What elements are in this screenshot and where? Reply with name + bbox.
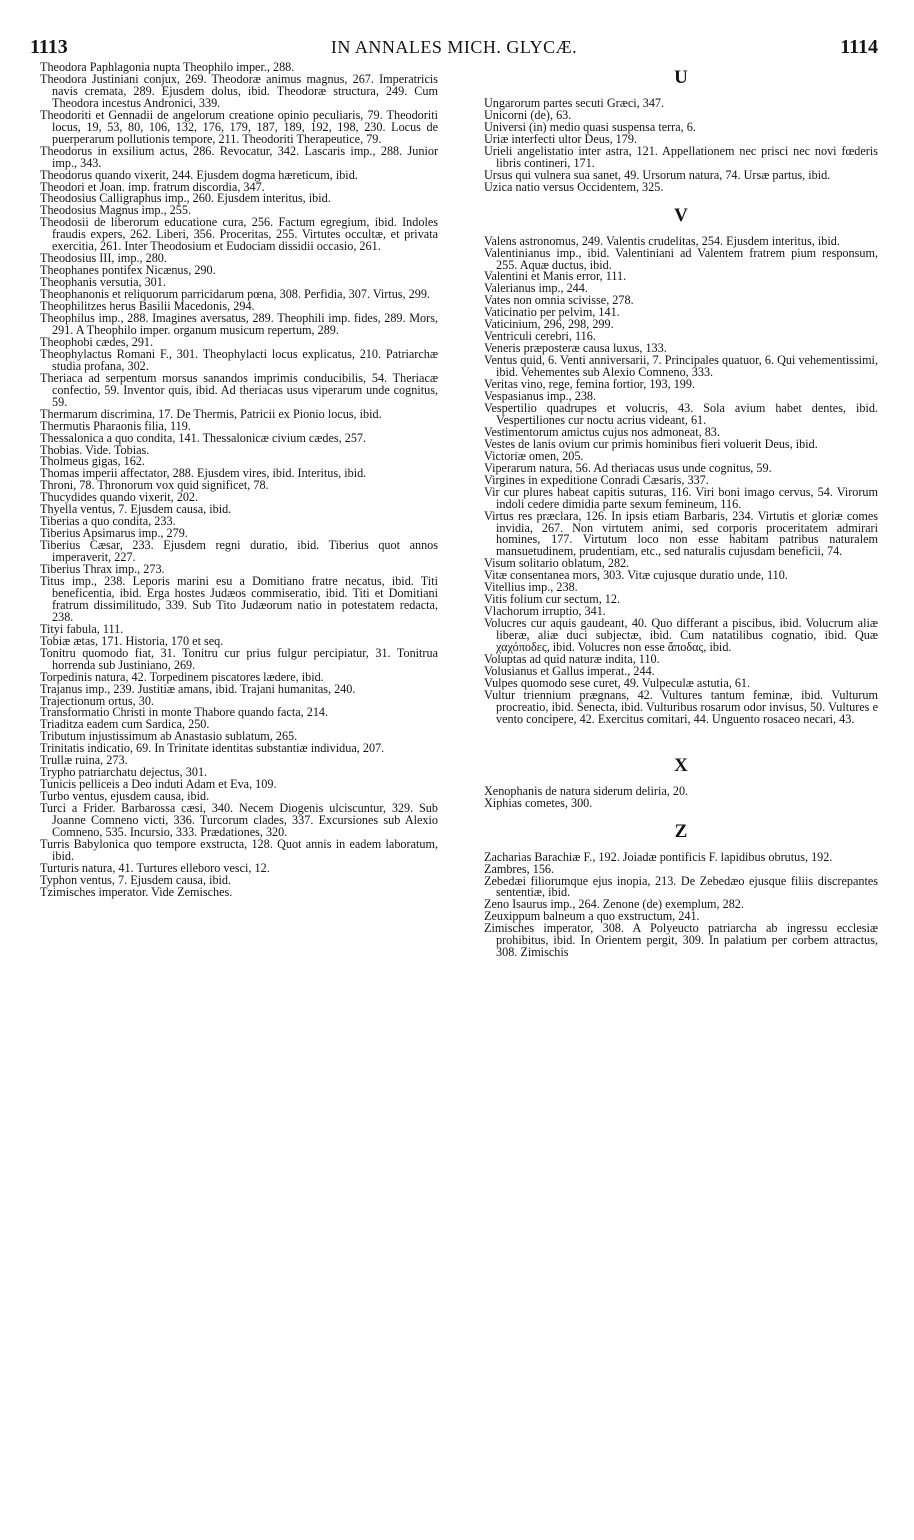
section-u-entries — [484, 98, 878, 194]
index-entry: Throni, 78. Thronorum vox quid significet, 78. — [40, 478, 269, 493]
index-entry: Trullæ ruina, 273. — [40, 753, 128, 768]
index-entry: Tiberias a quo condita, 233. — [40, 514, 176, 529]
index-entry: Theodosius Magnus imp., 255. — [40, 203, 191, 218]
section-letter-u: U — [674, 67, 688, 88]
index-entry: Virtus res præclara, 126. In ipsis etiam Barbaris, 234. Virtutis et gloriæ comes invidia, 267. Non virtutem animi, sed corporis proceritatem admirari homines, 177. Virtutum loco non esse habitam patribus naturalem mansuetudinem, prudentiam, etc., sed naturalis cujusdam beneficii, 74. — [484, 508, 878, 559]
index-entry: Theophilus imp., 288. Imagines aversatus, 289. Theophili imp. fides, 289. Mors, 291. A Theophilo imper. organum musicum repertum, 289. — [40, 311, 438, 337]
index-entry: Thermutis Pharaonis filia, 119. — [40, 418, 191, 433]
index-entry: Urieli angelistatio inter astra, 121. Appellationem nec prisci nec novi fœderis libris contineri, 171. — [484, 143, 878, 170]
index-entry: Tunicis pelliceis a Deo induti Adam et Eva, 109. — [40, 777, 277, 792]
page-number-left: 1113 — [30, 36, 68, 58]
index-entry: Theodora Justiniani conjux, 269. Theodoræ animus magnus, 267. Imperatricis navis cremata, 289. Ejusdem dolus, ibid. Theodoræ structura, 249. Cum Theodora incestus Andronici, 339. — [40, 71, 438, 110]
section-v-entries — [484, 233, 878, 726]
index-entry: Volucres cur aquis gaudeant, 40. Quo differant a piscibus, ibid. Volucrum aliæ liberæ, aliæ duci subjectæ, ibid. Cum natatilibus cognatio, ibid. Quæ χαχόποδες, ibid. Volucres non esse ἄποδας, ibid. — [484, 616, 878, 655]
left-column — [40, 62, 438, 899]
index-entry: Tzimisches imperator. Vide Zemisches. — [40, 884, 233, 899]
index-entry: Zeuxippum balneum a quo exstructum, 241. — [484, 909, 700, 924]
index-entry: Torpedinis natura, 42. Torpedinem piscatores lædere, ibid. — [40, 669, 324, 684]
index-entry: Theophilitzes herus Basilii Macedonis, 294. — [40, 299, 255, 314]
index-entry: Theodosius Calligraphus imp., 260. Ejusdem interitus, ibid. — [40, 191, 331, 206]
index-entry: Viperarum natura, 56. Ad theriacas usus unde cognitus, 59. — [484, 460, 772, 475]
index-entry: Theophylactus Romani F., 301. Theophylacti locus explicatus, 210. Patriarchæ studia profana, 302. — [40, 346, 438, 373]
index-entry: Tiberius Cæsar, 233. Ejusdem regni duratio, ibid. Tiberius quot annos imperaverit, 227. — [40, 538, 438, 565]
index-entry: Valerianus imp., 244. — [484, 281, 588, 296]
index-entry: Virgines in expeditione Conradi Cæsaris, 337. — [484, 472, 709, 487]
index-entry: Trypho patriarchatu dejectus, 301. — [40, 765, 208, 780]
index-entry: Valens astronomus, 249. Valentis crudelitas, 254. Ejusdem interitus, ibid. — [484, 233, 840, 248]
section-letter-x: X — [674, 754, 688, 776]
index-entry: Transformatio Christi in monte Thabore quando facta, 214. — [40, 705, 329, 720]
index-entry: Theodosii de liberorum educatione cura, 256. Factum egregium, ibid. Indoles fraudis expers, 262. Liberi, 356. Proceritas, 255. Virtutes occultæ, et privata exercitia, 261. Inter Theodosium et Eudociam dissidii occasio, 261. — [40, 215, 438, 254]
index-entry: Zambres, 156. — [484, 861, 555, 876]
index-entry: Valentinianus imp., ibid. Valentiniani ad Valentem fratrem pium responsum, 255. Aquæ ductus, ibid. — [484, 245, 878, 272]
index-entry: Vestimentorum amictus cujus nos admoneat, 83. — [484, 424, 720, 439]
page-number-right: 1114 — [840, 36, 878, 58]
index-entry: Thermarum discrimina, 17. De Thermis, Patricii ex Pionio locus, ibid. — [40, 406, 382, 421]
index-entry: Theodorus in exsilium actus, 286. Revocatur, 342. Lascaris imp., 288. Junior imp., 343. — [40, 143, 438, 170]
index-entry: Thucydides quando vixerit, 202. — [40, 490, 199, 505]
index-entry: Theophanis versutia, 301. — [40, 275, 166, 290]
index-entry: Volusianus et Gallus imperat., 244. — [484, 663, 655, 678]
index-entry: Trajectionum ortus, 30. — [40, 693, 154, 708]
index-entry: Vitis folium cur sectum, 12. — [484, 592, 621, 607]
index-entry: Theodosius III, imp., 280. — [40, 251, 167, 266]
index-entry: Theodori et Joan. imp. fratrum discordia, 347. — [40, 179, 265, 194]
index-entry: Veritas vino, rege, femina fortior, 193, 199. — [484, 377, 696, 392]
index-entry: Unicorni (de), 63. — [484, 107, 572, 122]
index-entry: Turbo ventus, ejusdem causa, ibid. — [40, 789, 210, 804]
index-entry: Veneris præposteræ causa luxus, 133. — [484, 341, 667, 356]
index-entry: Tiberius Thrax imp., 273. — [40, 562, 165, 577]
index-entry: Vespertilio quadrupes et volucris, 43. Sola avium habet dentes, ibid. Vespertiliones cur noctu acrius videant, 61. — [484, 400, 878, 427]
index-entry: Thyella ventus, 7. Ejusdem causa, ibid. — [40, 502, 232, 517]
index-entry: Zimisches imperator, 308. A Polyeucto patriarcha ab ingressu ecclesiæ prohibitus, ibid. In Orientem pergit, 309. In palatium per corbem attractus, 308. Zimischis — [484, 921, 878, 960]
index-entry: Vespasianus imp., 238. — [484, 389, 597, 404]
index-entry: Vestes de lanis ovium cur primis hominibus fieri voluerit Deus, ibid. — [484, 436, 818, 451]
index-entry: Valentini et Manis error, 111. — [484, 269, 627, 284]
index-entry: Trinitatis indicatio, 69. In Trinitate identitas substantiæ individua, 207. — [40, 741, 385, 756]
index-entry: Tiberius Apsimarus imp., 279. — [40, 526, 188, 541]
index-entry: Theodora Paphlagonia nupta Theophilo imper., 288. — [40, 60, 295, 74]
index-entry: Typhon ventus, 7. Ejusdem causa, ibid. — [40, 872, 232, 887]
index-entry: Tholmeus gigas, 162. — [40, 454, 145, 469]
index-entry: Tityi fabula, 111. — [40, 621, 124, 636]
index-entry: Theodoriti et Gennadii de angelorum creatione opinio peculiaris, 79. Theodoriti locus, 19, 53, 80, 106, 132, 176, 179, 187, 189, 192, 198, 230. Locus de puerperarum pollutionis tempore, 211. Theodoriti Therapeutice, 79. — [40, 107, 438, 146]
running-title: IN ANNALES MICH. GLYCÆ. — [330, 37, 578, 57]
page-header — [30, 36, 878, 62]
index-entry: Ventus quid, 6. Venti anniversarii, 7. Principales quatuor, 6. Qui vehementissimi, ibid. Vehementes sub Alexio Comneno, 333. — [484, 353, 878, 380]
index-entry: Turris Babylonica quo tempore exstructa, 128. Quot annis in eadem laboratum, ibid. — [40, 836, 438, 863]
index-entry: Xenophanis de natura siderum deliria, 20. — [484, 783, 689, 798]
index-entry: Uriæ interfecti ultor Deus, 179. — [484, 131, 637, 146]
index-entry: Titus imp., 238. Leporis marini esu a Domitiano fratre necatus, ibid. Titi beneficentia, ibid. Erga hostes Judæos commiseratio, ibid. Titi et Domitiani fratrum dissimilitudo, 339. Sub Tito Judæorum natio in potestatem redacta, 238. — [40, 573, 438, 624]
section-letter-z: Z — [674, 820, 688, 842]
section-z-entries — [484, 849, 878, 960]
index-entry: Turturis natura, 41. Turtures elleboro vesci, 12. — [40, 860, 270, 875]
index-entry: Zebedæi filiorumque ejus inopia, 213. De Zebedæo ejusque filiis discrepantes sententiæ, ibid. — [484, 873, 878, 900]
index-entry: Vitæ consentanea mors, 303. Vitæ cujusque duratio unde, 110. — [484, 568, 788, 583]
section-x-entries — [484, 783, 878, 810]
index-entry: Theriaca ad serpentum morsus sanandos imprimis conducibilis, 54. Theriacæ confectio, 59. Inventor quis, ibid. Ad theriacas usus viperarum unde cognitus, 59. — [40, 370, 438, 409]
index-entry: Universi (in) medio quasi suspensa terra, 6. — [484, 119, 696, 134]
index-entry: Vaticinatio per pelvim, 141. — [484, 305, 620, 320]
index-entry: Thessalonica a quo condita, 141. Thessalonicæ civium cædes, 257. — [40, 430, 367, 445]
index-entry: Vates non omnia scivisse, 278. — [484, 293, 634, 308]
index-entry: Voluptas ad quid naturæ indita, 110. — [484, 651, 660, 666]
index-entry: Vlachorum irruptio, 341. — [484, 604, 606, 619]
index-entry: Trajanus imp., 239. Justitiæ amans, ibid. Trajani humanitas, 240. — [40, 681, 356, 696]
index-entry: Tobiæ ætas, 171. Historia, 170 et seq. — [40, 633, 224, 648]
index-entry: Zacharias Barachiæ F., 192. Joiadæ pontificis F. lapidibus obrutus, 192. — [484, 849, 833, 864]
index-entry: Ursus qui vulnera sua sanet, 49. Ursorum natura, 74. Ursæ partus, ibid. — [484, 167, 831, 182]
index-entry: Turci a Frider. Barbarossa cæsi, 340. Necem Diogenis ulciscuntur, 329. Sub Joanne Comneno victi, 336. Turcorum clades, 337. Excursiones sub Alexio Comneno, 535. Incursio, 333. Prædationes, 320. — [40, 801, 438, 839]
index-entry: Thobias. Vide. Tobias. — [40, 442, 150, 457]
index-entry: Visum solitario oblatum, 282. — [484, 556, 630, 571]
index-entry: Tributum injustissimum ab Anastasio sublatum, 265. — [40, 729, 298, 744]
index-entry: Vulpes quomodo sese curet, 49. Vulpeculæ astutia, 61. — [484, 675, 751, 690]
index-entry: Tonitru quomodo fiat, 31. Tonitru cur prius fulgur percipiatur, 31. Tonitrua horrenda sub Justiniano, 269. — [40, 645, 438, 672]
index-entry: Uzica natio versus Occidentem, 325. — [484, 179, 664, 194]
index-entry: Xiphias cometes, 300. — [484, 795, 593, 810]
index-entry: Vitellius imp., 238. — [484, 580, 578, 595]
index-entry: Theophobi cædes, 291. — [40, 334, 154, 349]
index-entry: Zeno Isaurus imp., 264. Zenone (de) exemplum, 282. — [484, 897, 744, 912]
index-entry: Ventriculi cerebri, 116. — [484, 329, 596, 344]
section-letter-v: V — [674, 204, 688, 226]
right-column — [484, 62, 878, 959]
index-entry: Theodorus quando vixerit, 244. Ejusdem dogma hæreticum, ibid. — [40, 167, 358, 182]
index-entry: Vir cur plures habeat capitis suturas, 116. Viri boni imago cervus, 54. Virorum indoli cedere dimidia parte sexum femineum, 116. — [484, 484, 878, 511]
index-entry: Victoriæ omen, 205. — [484, 448, 584, 463]
index-entry: Vaticinium, 296, 298, 299. — [484, 317, 614, 332]
index-entry: Thomas imperii affectator, 288. Ejusdem vires, ibid. Interitus, ibid. — [40, 466, 367, 481]
index-entry: Ungarorum partes secuti Græci, 347. — [484, 96, 665, 110]
index-entry: Theophanonis et reliquorum parricidarum pœna, 308. Perfidia, 307. Virtus, 299. — [40, 287, 430, 302]
index-entry: Theophanes pontifex Nicænus, 290. — [40, 263, 216, 278]
index-entry: Vultur triennium prægnans, 42. Vultures tantum feminæ, ibid. Vulturum procreatio, ibid. Senecta, ibid. Vulturibus rosarum odor invisus, 50. Vultures e vento concipere, 42. Exercitus comitari, 44. Unguento rosaceo necari, 43. — [484, 687, 878, 726]
index-entry: Triaditza eadem cum Sardica, 250. — [40, 717, 210, 732]
